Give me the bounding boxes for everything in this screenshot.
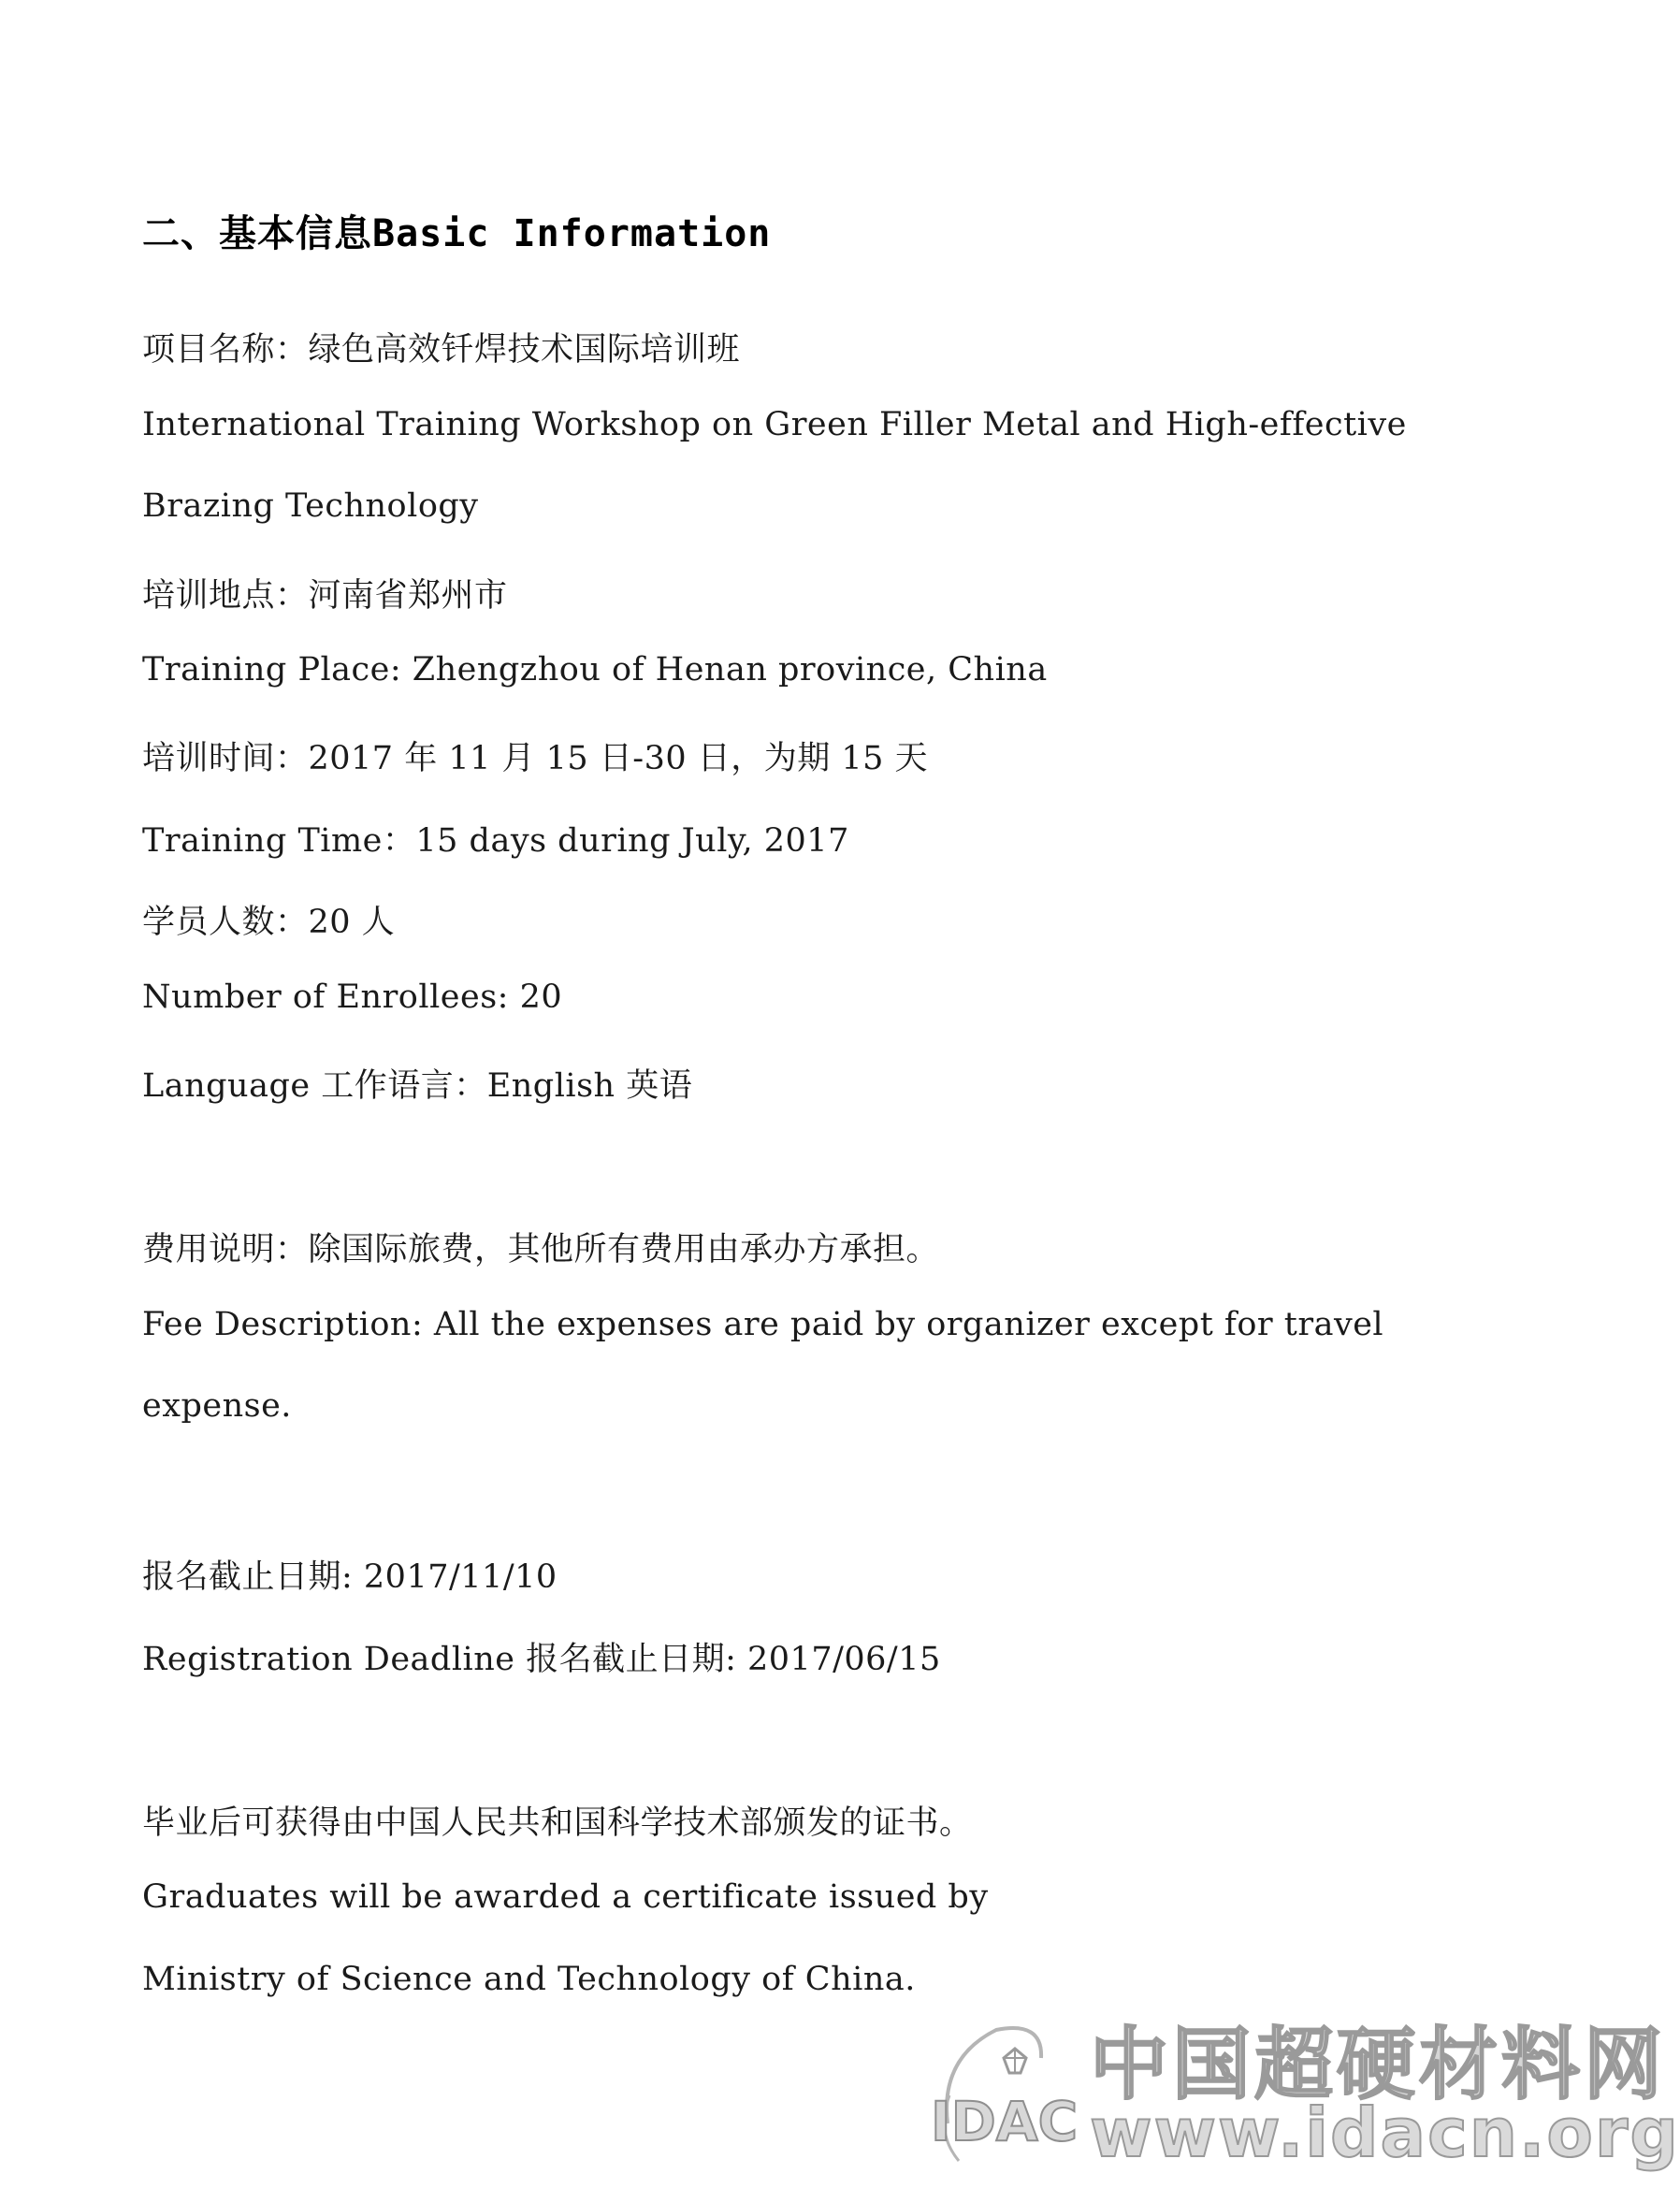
fee-description-en-2: expense. [142, 1387, 292, 1425]
project-name-cn: 项目名称：绿色高效钎焊技术国际培训班 [142, 331, 741, 369]
registration-deadline-en: Registration Deadline 报名截止日期: 2017/06/15 [142, 1641, 941, 1678]
training-time-cn: 培训时间：2017 年 11 月 15 日-30 日，为期 15 天 [142, 740, 929, 777]
language-line: Language 工作语言：English 英语 [142, 1067, 693, 1105]
enrollees-cn: 学员人数：20 人 [142, 904, 396, 941]
enrollees-en: Number of Enrollees: 20 [142, 978, 563, 1016]
training-time-en: Training Time：15 days during July, 2017 [142, 822, 849, 860]
watermark-site-name: 中国超硬材料网 [1090, 2019, 1667, 2110]
certificate-en-2: Ministry of Science and Technology of China. [142, 1961, 916, 1998]
certificate-cn: 毕业后可获得由中国人民共和国科学技术部颁发的证书。 [142, 1804, 973, 1842]
project-name-en-1: International Training Workshop on Green Filler Metal and High-effective [142, 406, 1407, 443]
watermark-logo-text: IDAC [931, 2090, 1079, 2153]
idac-logo-icon [931, 2021, 1079, 2180]
fee-description-en-1: Fee Description: All the expenses are paid by organizer except for travel [142, 1306, 1384, 1343]
registration-deadline-cn: 报名截止日期: 2017/11/10 [142, 1558, 558, 1596]
section-heading: 二、基本信息Basic Information [142, 212, 772, 255]
watermark [931, 2002, 1680, 2184]
watermark-site-url: www.idacn.org [1090, 2094, 1680, 2172]
fee-description-cn: 费用说明：除国际旅费，其他所有费用由承办方承担。 [142, 1231, 940, 1268]
project-name-en-2: Brazing Technology [142, 487, 479, 525]
certificate-en-1: Graduates will be awarded a certificate issued by [142, 1878, 989, 1916]
training-place-en: Training Place: Zhengzhou of Henan province, China [142, 651, 1048, 688]
training-place-cn: 培训地点：河南省郑州市 [142, 577, 508, 615]
